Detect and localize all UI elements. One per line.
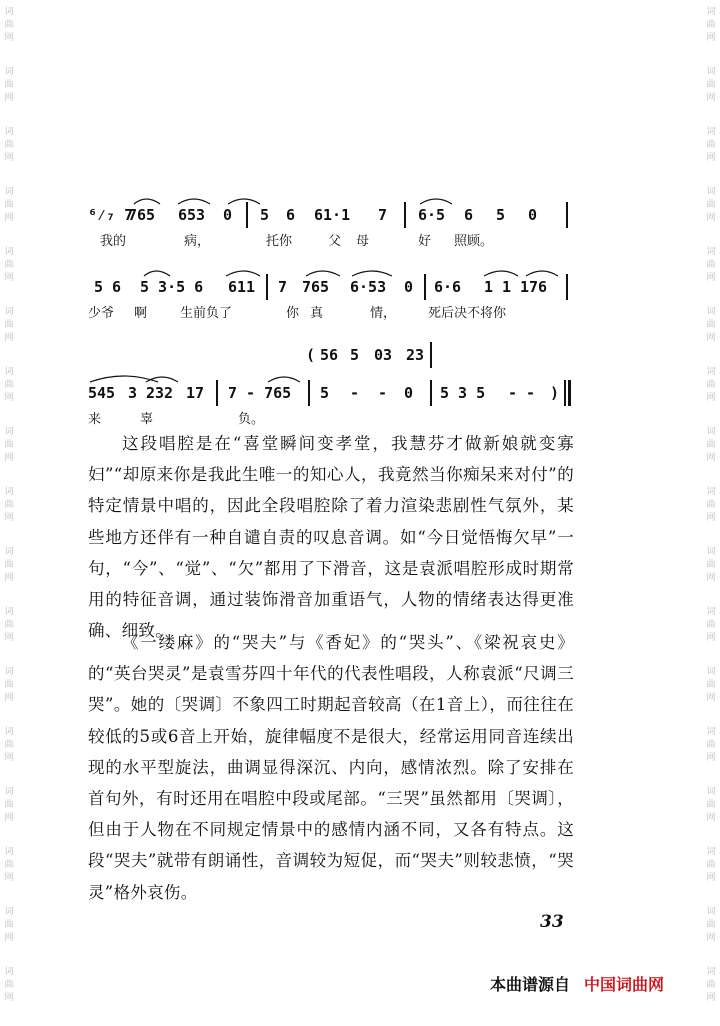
note: ) xyxy=(550,384,560,402)
watermark-char: 曲 xyxy=(706,800,716,810)
watermark-char: 曲 xyxy=(4,680,14,690)
body-paragraph-2: 《一缕麻》的“哭夫”与《香妃》的“哭头”、《梁祝哀史》的“英台哭灵”是袁雪芬四十年代的代表性唱段，人称袁派“尺调三哭”。她的〔哭调〕不象四工时期起音较高（在1音上），而往往在较低的5或6音上开始，旋律幅度不是很大，经常运用同音连续出现的水平型旋法，曲调显得深沉、内向，感情浓烈。除了安排在首句外，有时还用在唱腔中段或尾部。“三哭”虽然都用〔哭调〕，但由于人物在不同规定情景中的感情内涵不同，又各有特点。这段“哭夫”就带有朗诵性，音调较为短促，而“哭夫”则较悲愤，“哭灵”格外哀伤。 xyxy=(88,633,574,902)
bar-line xyxy=(404,202,406,228)
watermark-char: 网 xyxy=(4,393,14,403)
watermark-char: 网 xyxy=(706,873,716,883)
note: 7 - 765 xyxy=(228,384,292,402)
lyric: 照顾。 xyxy=(454,234,494,249)
watermark-char: 网 xyxy=(4,693,14,703)
note: 232 xyxy=(146,384,174,402)
watermark-char: 词 xyxy=(4,307,14,317)
bar-line xyxy=(430,342,432,368)
watermark-char: 曲 xyxy=(706,140,716,150)
score-interlude xyxy=(88,342,588,368)
watermark-char: 曲 xyxy=(706,260,716,270)
site-name: 中国词曲网 xyxy=(584,975,665,994)
lyric: 死后决不将你 xyxy=(428,306,507,321)
note: 5 xyxy=(260,206,270,224)
watermark-group xyxy=(2,966,16,1026)
watermark-group xyxy=(704,246,718,306)
watermark-char: 曲 xyxy=(4,140,14,150)
watermark-char: 网 xyxy=(4,273,14,283)
watermark-char: 词 xyxy=(706,487,716,497)
note: 0 xyxy=(223,206,233,224)
watermark-char: 词 xyxy=(706,907,716,917)
watermark-group xyxy=(2,786,16,846)
watermark-char: 曲 xyxy=(4,440,14,450)
watermark-char: 词 xyxy=(706,67,716,77)
watermark-group xyxy=(2,66,16,126)
lyric: 好 xyxy=(418,234,432,249)
note: 23 xyxy=(406,346,425,364)
lyric: 病， xyxy=(184,234,211,249)
note: ⁶⁄₇ 7 xyxy=(88,206,134,224)
note: 176 xyxy=(520,278,548,296)
watermark-char: 网 xyxy=(706,933,716,943)
watermark-char: 曲 xyxy=(706,440,716,450)
watermark-char: 词 xyxy=(4,907,14,917)
slur-marks xyxy=(88,372,308,384)
watermark-char: 词 xyxy=(706,247,716,257)
watermark-char: 曲 xyxy=(4,260,14,270)
watermark-char: 曲 xyxy=(4,740,14,750)
watermark-group xyxy=(2,126,16,186)
watermark-group xyxy=(2,186,16,246)
watermark-char: 曲 xyxy=(4,20,14,30)
note: 7 xyxy=(378,206,388,224)
watermark-left xyxy=(2,6,16,1026)
watermark-group xyxy=(704,546,718,606)
watermark-char: 词 xyxy=(4,607,14,617)
lyric: 你 xyxy=(286,306,300,321)
note: 765 xyxy=(128,206,156,224)
watermark-char: 曲 xyxy=(706,20,716,30)
watermark-char: 曲 xyxy=(4,380,14,390)
watermark-char: 网 xyxy=(706,33,716,43)
note: 653 xyxy=(178,206,206,224)
watermark-group xyxy=(2,306,16,366)
note: 611 xyxy=(228,278,256,296)
watermark-group xyxy=(2,606,16,666)
watermark-char: 词 xyxy=(4,667,14,677)
watermark-group xyxy=(2,486,16,546)
watermark-group xyxy=(2,426,16,486)
watermark-char: 网 xyxy=(4,573,14,583)
source-label: 本曲谱源自 xyxy=(490,975,571,994)
score-line-1 xyxy=(88,202,588,228)
watermark-group xyxy=(704,726,718,786)
note: 5 xyxy=(496,206,506,224)
watermark-group xyxy=(704,186,718,246)
watermark-char: 曲 xyxy=(4,860,14,870)
watermark-group xyxy=(704,966,718,1026)
watermark-char: 曲 xyxy=(706,560,716,570)
watermark-char: 曲 xyxy=(706,200,716,210)
watermark-char: 词 xyxy=(706,127,716,137)
lyric: 父 xyxy=(328,234,342,249)
watermark-char: 曲 xyxy=(706,980,716,990)
watermark-char: 曲 xyxy=(706,500,716,510)
watermark-char: 曲 xyxy=(706,860,716,870)
bar-line xyxy=(430,380,432,406)
lyric: 生前负了 xyxy=(180,306,233,321)
watermark-group xyxy=(704,906,718,966)
watermark-char: 词 xyxy=(4,967,14,977)
watermark-char: 曲 xyxy=(706,620,716,630)
watermark-char: 网 xyxy=(706,213,716,223)
lyrics-line-1 xyxy=(88,232,588,252)
watermark-char: 词 xyxy=(706,727,716,737)
watermark-char: 词 xyxy=(4,847,14,857)
watermark-group xyxy=(704,786,718,846)
watermark-char: 曲 xyxy=(706,380,716,390)
lyric: 辜 xyxy=(140,412,154,427)
watermark-char: 曲 xyxy=(706,680,716,690)
source-credit xyxy=(490,972,664,995)
watermark-char: 网 xyxy=(4,513,14,523)
watermark-right xyxy=(704,6,718,1026)
watermark-char: 网 xyxy=(4,993,14,1003)
watermark-char: 网 xyxy=(706,93,716,103)
watermark-char: 曲 xyxy=(4,980,14,990)
watermark-char: 网 xyxy=(4,333,14,343)
watermark-group xyxy=(2,366,16,426)
note: 5 3·5 6 xyxy=(140,278,204,296)
note: 0 xyxy=(528,206,538,224)
slur-marks xyxy=(140,266,560,278)
page-number: 33 xyxy=(540,912,564,932)
note: 6 xyxy=(464,206,474,224)
note: 7 xyxy=(278,278,288,296)
body-paragraph-1: 这段唱腔是在“喜堂瞬间变孝堂，我慧芬才做新娘就变寡妇”“却原来你是我此生唯一的知心人，我竟然当你痴呆来对付”的特定情景中唱的，因此全段唱腔除了着力渲染悲剧性气氛外，某些地方还伴有一种自谴自责的叹息音调。如“今日觉悟悔欠早”一句，“今”、“觉”、“欠”都用了下滑音，这是袁派唱腔形成时期常用的特征音调，通过装饰滑音加重语气，人物的情绪表达得更准确、细致。 xyxy=(88,434,574,641)
lyric: 来 xyxy=(88,412,102,427)
watermark-char: 曲 xyxy=(4,620,14,630)
lyric: 我的 xyxy=(100,234,127,249)
watermark-char: 曲 xyxy=(4,200,14,210)
watermark-char: 曲 xyxy=(706,320,716,330)
watermark-group xyxy=(704,426,718,486)
watermark-char: 词 xyxy=(706,367,716,377)
note: 6 xyxy=(286,206,296,224)
watermark-char: 词 xyxy=(706,967,716,977)
watermark-char: 词 xyxy=(4,187,14,197)
watermark-char: 网 xyxy=(4,813,14,823)
lyric: 托你 xyxy=(266,234,293,249)
watermark-group xyxy=(704,666,718,726)
watermark-char: 网 xyxy=(706,633,716,643)
watermark-char: 词 xyxy=(4,787,14,797)
watermark-char: 网 xyxy=(4,93,14,103)
watermark-char: 词 xyxy=(4,67,14,77)
watermark-char: 曲 xyxy=(706,740,716,750)
watermark-char: 词 xyxy=(4,547,14,557)
note: 1 1 xyxy=(484,278,512,296)
watermark-char: 词 xyxy=(4,727,14,737)
watermark-char: 曲 xyxy=(4,800,14,810)
watermark-char: 曲 xyxy=(4,920,14,930)
watermark-group xyxy=(704,126,718,186)
watermark-char: 曲 xyxy=(4,80,14,90)
note: 03 xyxy=(374,346,393,364)
watermark-char: 词 xyxy=(706,427,716,437)
watermark-group xyxy=(704,366,718,426)
watermark-char: 词 xyxy=(706,847,716,857)
note: ( xyxy=(306,346,316,364)
note: 0 xyxy=(404,384,414,402)
watermark-char: 网 xyxy=(706,513,716,523)
note: 5 xyxy=(320,384,330,402)
watermark-char: 网 xyxy=(706,693,716,703)
watermark-char: 词 xyxy=(4,7,14,17)
watermark-group xyxy=(2,246,16,306)
final-bar-line xyxy=(568,380,571,406)
watermark-char: 网 xyxy=(706,333,716,343)
slur-marks xyxy=(132,194,272,206)
lyric: 少爷 xyxy=(88,306,115,321)
lyrics-line-3 xyxy=(88,410,588,430)
watermark-char: 网 xyxy=(4,933,14,943)
watermark-group xyxy=(704,846,718,906)
note: 6·53 xyxy=(350,278,387,296)
note: 17 xyxy=(186,384,205,402)
watermark-char: 词 xyxy=(4,247,14,257)
watermark-char: 网 xyxy=(4,453,14,463)
watermark-char: 网 xyxy=(4,33,14,43)
watermark-char: 词 xyxy=(4,127,14,137)
note: 5 3 5 xyxy=(440,384,486,402)
watermark-char: 曲 xyxy=(706,80,716,90)
note: - xyxy=(378,384,388,402)
watermark-char: 词 xyxy=(706,7,716,17)
watermark-char: 网 xyxy=(706,393,716,403)
watermark-char: 网 xyxy=(4,753,14,763)
watermark-group xyxy=(704,6,718,66)
watermark-group xyxy=(2,666,16,726)
watermark-char: 网 xyxy=(706,273,716,283)
watermark-char: 词 xyxy=(706,307,716,317)
lyric: 母 xyxy=(356,234,370,249)
watermark-char: 曲 xyxy=(4,500,14,510)
note: 56 xyxy=(320,346,339,364)
watermark-char: 词 xyxy=(706,787,716,797)
watermark-char: 词 xyxy=(706,187,716,197)
watermark-char: 网 xyxy=(4,873,14,883)
note: - - xyxy=(508,384,536,402)
note: 545 xyxy=(88,384,116,402)
slur-mark xyxy=(418,194,478,206)
note: 0 xyxy=(404,278,414,296)
bar-line xyxy=(566,274,568,300)
score-line-3 xyxy=(88,380,588,406)
bar-line xyxy=(564,380,566,406)
watermark-char: 曲 xyxy=(4,560,14,570)
watermark-char: 网 xyxy=(706,453,716,463)
note: 5 6 xyxy=(94,278,122,296)
watermark-char: 曲 xyxy=(706,920,716,930)
watermark-group xyxy=(2,6,16,66)
watermark-char: 网 xyxy=(706,153,716,163)
watermark-char: 网 xyxy=(706,993,716,1003)
watermark-char: 词 xyxy=(706,667,716,677)
note: 3 xyxy=(128,384,138,402)
watermark-char: 曲 xyxy=(4,320,14,330)
watermark-char: 词 xyxy=(706,607,716,617)
watermark-group xyxy=(704,606,718,666)
bar-line xyxy=(308,380,310,406)
bar-line xyxy=(566,202,568,228)
lyric: 真 xyxy=(310,306,324,321)
lyrics-line-2 xyxy=(88,304,588,324)
watermark-char: 网 xyxy=(706,753,716,763)
watermark-group xyxy=(704,306,718,366)
lyric: 啊 xyxy=(134,306,148,321)
score-line-2 xyxy=(88,274,588,300)
watermark-char: 词 xyxy=(4,487,14,497)
watermark-group xyxy=(704,486,718,546)
watermark-char: 网 xyxy=(706,573,716,583)
watermark-char: 网 xyxy=(706,813,716,823)
note: 765 xyxy=(302,278,330,296)
jianpu-score xyxy=(88,190,588,430)
watermark-char: 网 xyxy=(4,633,14,643)
lyric: 情， xyxy=(370,306,397,321)
watermark-char: 网 xyxy=(4,213,14,223)
watermark-group xyxy=(704,66,718,126)
watermark-group xyxy=(2,726,16,786)
note: 6·5 xyxy=(418,206,446,224)
watermark-group xyxy=(2,546,16,606)
note: - xyxy=(350,384,360,402)
watermark-char: 词 xyxy=(706,547,716,557)
watermark-char: 网 xyxy=(4,153,14,163)
note: 6·6 xyxy=(434,278,462,296)
watermark-group xyxy=(2,906,16,966)
watermark-char: 词 xyxy=(4,427,14,437)
note: 61·1 xyxy=(314,206,351,224)
watermark-char: 词 xyxy=(4,367,14,377)
watermark-group xyxy=(2,846,16,906)
note: 5 xyxy=(350,346,360,364)
lyric: 负。 xyxy=(238,412,265,427)
